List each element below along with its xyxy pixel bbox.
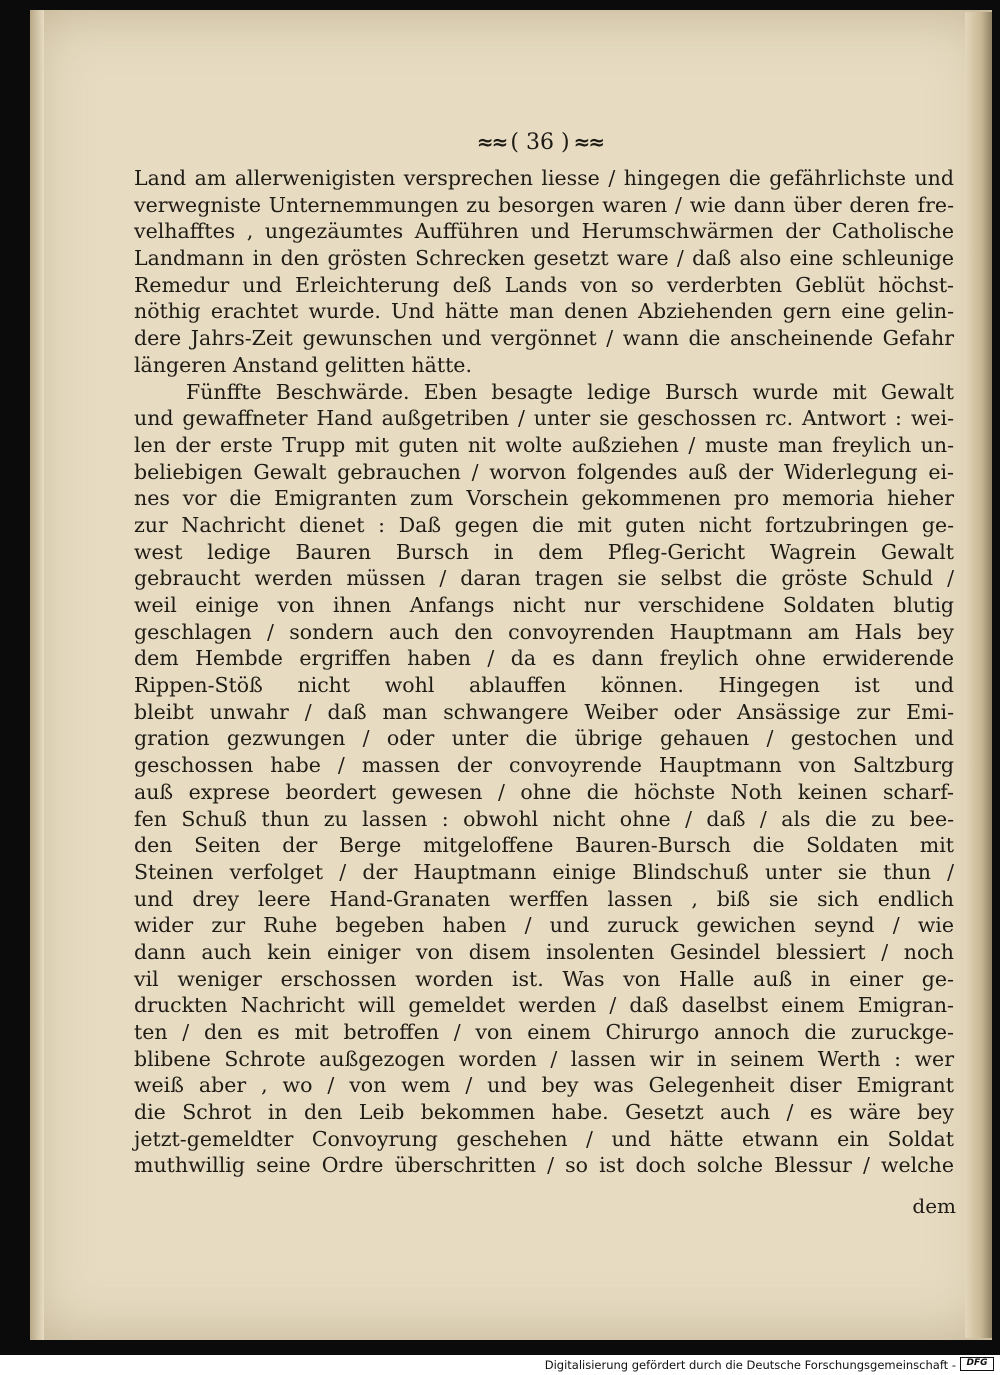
- text-line: dere Jahrs-Zeit gewunschen und vergönnet / wann die anscheinende Gefahr: [134, 326, 954, 351]
- text-line: Landmann in den grösten Schrecken gesetzt ware / daß also eine schleunige: [134, 246, 954, 271]
- page-gutter-shadow: [30, 10, 44, 1340]
- text-line: längeren Anstand gelitten hätte.: [134, 352, 472, 377]
- text-line: muthwillig seine Ordre überschritten / so ist doch solche Blessur / welche: [134, 1153, 954, 1178]
- ornament-left: ≈≈: [476, 130, 507, 154]
- text-line: jetzt-gemeldter Convoyrung geschehen / und hätte etwann ein Soldat: [134, 1126, 954, 1151]
- text-line: Remedur und Erleichterung deß Lands von so verderbten Geblüt höchst-: [134, 272, 954, 297]
- text-line: nöthig erachtet wurde. Und hätte man denen Abziehenden gern eine gelin-: [134, 299, 954, 324]
- text-line: beliebigen Gewalt gebrauchen / worvon folgendes auß der Widerlegung ei-: [134, 459, 954, 484]
- text-line: auß exprese beordert gewesen / ohne die höchste Noth keinen scharf-: [134, 779, 954, 804]
- dfg-logo: DFG: [960, 1357, 994, 1371]
- page-number: ( 36 ): [510, 129, 570, 155]
- text-line: den Seiten der Berge mitgeloffene Bauren-Bursch die Soldaten mit: [134, 833, 954, 858]
- page-edge: [965, 12, 992, 1338]
- text-line: weil einige von ihnen Anfangs nicht nur verschidene Soldaten blutig: [134, 593, 954, 617]
- text-line: und gewaffneter Hand außgetriben / unter sie geschossen rc. Antwort : wei-: [134, 406, 954, 431]
- text-line: nes vor die Emigranten zum Vorschein gekommenen pro memoria hieher: [134, 486, 954, 511]
- text-line: gebraucht werden müssen / daran tragen sie selbst die gröste Schuld /: [134, 566, 954, 591]
- text-line: geschossen habe / massen der convoyrende Hauptmann von Saltzburg: [134, 753, 954, 778]
- body-text: [134, 165, 954, 1179]
- text-line: dann auch kein einiger von disem insolenten Gesindel blessiert / noch: [134, 939, 954, 964]
- page-header: [440, 126, 640, 158]
- text-line: Steinen verfolget / der Hauptmann einige Blindschuß unter sie thun /: [134, 859, 954, 884]
- text-line: dem Hembde ergriffen haben / da es dann freylich ohne erwiderende: [134, 646, 954, 671]
- text-line: zur Nachricht dienet : Daß gegen die mit guten nicht fortzubringen ge-: [134, 512, 954, 537]
- text-line: verwegniste Unternemmungen zu besorgen waren / wie dann über deren fre-: [134, 192, 954, 217]
- text-line: druckten Nachricht will gemeldet werden / daß daselbst einem Emigran-: [134, 993, 954, 1018]
- text-line: velhafftes , ungezäumtes Aufführen und Herumschwärmen der Catholische: [134, 219, 954, 244]
- text-line: Fünffte Beschwärde. Eben besagte ledige Bursch wurde mit Gewalt: [186, 379, 954, 404]
- text-line: len der erste Trupp mit guten nit wolte außziehen / muste man freylich un-: [134, 432, 954, 457]
- text-line: und drey leere Hand-Granaten werffen lassen , biß sie sich endlich: [134, 886, 954, 911]
- text-line: fen Schuß thun zu lassen : obwohl nicht ohne / daß / als die zu bee-: [134, 806, 954, 831]
- text-line: die Schrot in den Leib bekommen habe. Gesetzt auch / es wäre bey: [134, 1100, 954, 1125]
- text-line: blibene Schrote außgezogen worden / lassen wir in seinem Werth : wer: [134, 1046, 954, 1071]
- digitization-credit: Digitalisierung gefördert durch die Deutsche Forschungsgemeinschaft -: [544, 1358, 956, 1372]
- catchword: dem: [912, 1194, 956, 1218]
- text-line: wider zur Ruhe begeben haben / und zuruck gewichen seynd / wie: [134, 913, 954, 938]
- text-line: Rippen-Stöß nicht wohl ablauffen können. Hingegen ist und: [134, 673, 954, 698]
- text-line: vil weniger erschossen worden ist. Was von Halle auß in einer ge-: [134, 966, 954, 991]
- text-line: geschlagen / sondern auch den convoyrenden Hauptmann am Hals bey: [134, 619, 954, 644]
- text-line: bleibt unwahr / daß man schwangere Weiber oder Ansässige zur Emi-: [134, 699, 954, 724]
- text-line: gration gezwungen / oder unter die übrige gehauen / gestochen und: [134, 726, 954, 751]
- text-line: weiß aber , wo / von wem / und bey was Gelegenheit diser Emigrant: [134, 1073, 954, 1098]
- text-line: ten / den es mit betroffen / von einem Chirurgo annoch die zuruckge-: [134, 1020, 954, 1044]
- ornament-right: ≈≈: [573, 130, 604, 154]
- text-line: Land am allerwenigisten versprechen liesse / hingegen die gefährlichste und: [134, 166, 954, 190]
- text-line: west ledige Bauren Bursch in dem Pfleg-Gericht Wagrein Gewalt: [134, 539, 954, 564]
